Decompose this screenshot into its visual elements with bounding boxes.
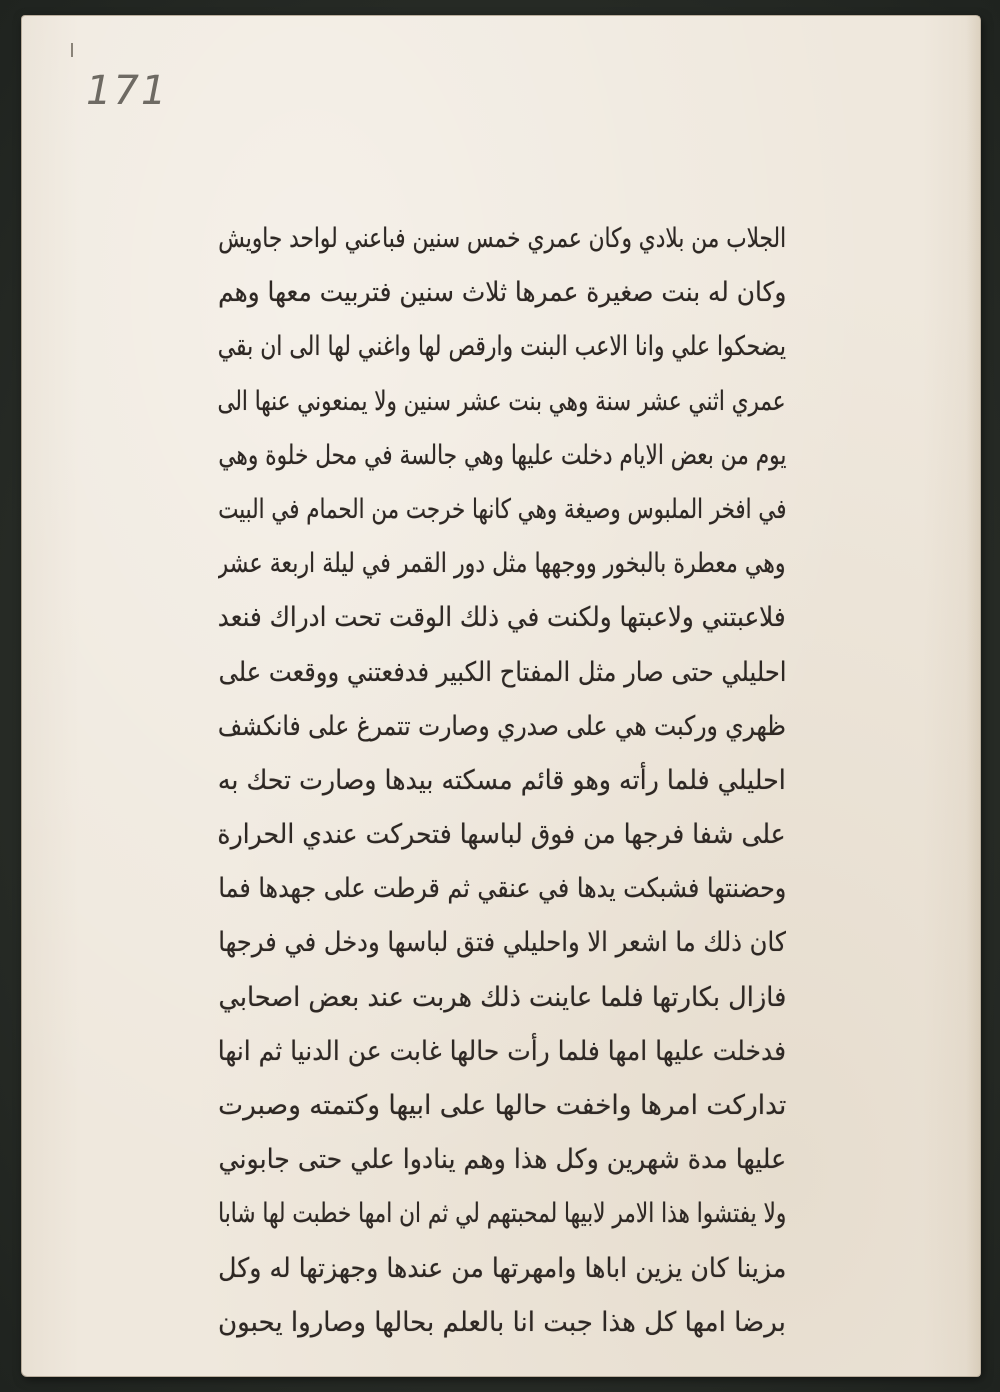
text-line: فلاعبتني ولاعبتها ولكنت في ذلك الوقت تحت ادراك فنعد	[218, 602, 786, 634]
manuscript-text-block	[218, 212, 786, 1350]
text-line: عليها مدة شهرين وكل هذا وهم ينادوا علي حتى جابوني	[218, 1144, 786, 1176]
text-line: وكان له بنت صغيرة عمرها ثلاث سنين فتربيت معها وهم	[218, 277, 786, 309]
page-edge-wear	[966, 16, 980, 1376]
text-line: كان ذلك ما اشعر الا واحليلي فتق لباسها ودخل في فرجها	[218, 927, 786, 959]
text-line: ولا يفتشوا هذا الامر لابيها لمحبتهم لي ثم ان امها خطبت لها شابا	[218, 1198, 786, 1230]
text-line: ظهري وركبت هي على صدري وصارت تتمرغ على فانكشف	[218, 710, 786, 742]
text-line: برضا امها كل هذا جبت انا بالعلم بحالها وصاروا يحبون	[218, 1306, 786, 1338]
text-line: في افخر الملبوس وصيغة وهي كانها خرجت من الحمام في البيت	[218, 493, 786, 525]
margin-mark	[71, 43, 73, 57]
text-line: عمري اثني عشر سنة وهي بنت عشر سنين ولا يمنعوني عنها الى	[218, 385, 786, 417]
folio-number: 171	[86, 68, 169, 114]
text-line: على شفا فرجها من فوق لباسها فتحركت عندي الحرارة	[218, 819, 786, 851]
text-line: يوم من بعض الايام دخلت عليها وهي جالسة في محل خلوة وهي	[218, 439, 786, 471]
text-line: احليلي حتى صار مثل المفتاح الكبير فدفعتني ووقعت على	[218, 656, 786, 688]
text-line: مزينا كان يزين اباها وامهرتها من عندها وجهزتها له وكل	[218, 1252, 786, 1284]
text-line: وحضنتها فشبكت يدها في عنقي ثم قرطت على جهدها فما	[218, 873, 786, 905]
text-line: فازال بكارتها فلما عاينت ذلك هربت عند بعض اصحابي	[218, 981, 786, 1013]
text-line: تداركت امرها واخفت حالها على ابيها وكتمته وصبرت	[218, 1090, 786, 1121]
text-line: الجلاب من بلادي وكان عمري خمس سنين فباعني لواحد جاويش	[218, 223, 786, 254]
text-line: احليلي فلما رأته وهو قائم مسكته بيدها وصارت تحك به	[218, 764, 786, 796]
text-line: فدخلت عليها امها فلما رأت حالها غابت عن الدنيا ثم انها	[218, 1035, 786, 1067]
text-line: يضحكوا علي وانا الاعب البنت وارقص لها واغني لها الى ان بقي	[218, 331, 786, 363]
text-line: وهي معطرة بالبخور ووجهها مثل دور القمر في ليلة اربعة عشر	[218, 548, 786, 580]
